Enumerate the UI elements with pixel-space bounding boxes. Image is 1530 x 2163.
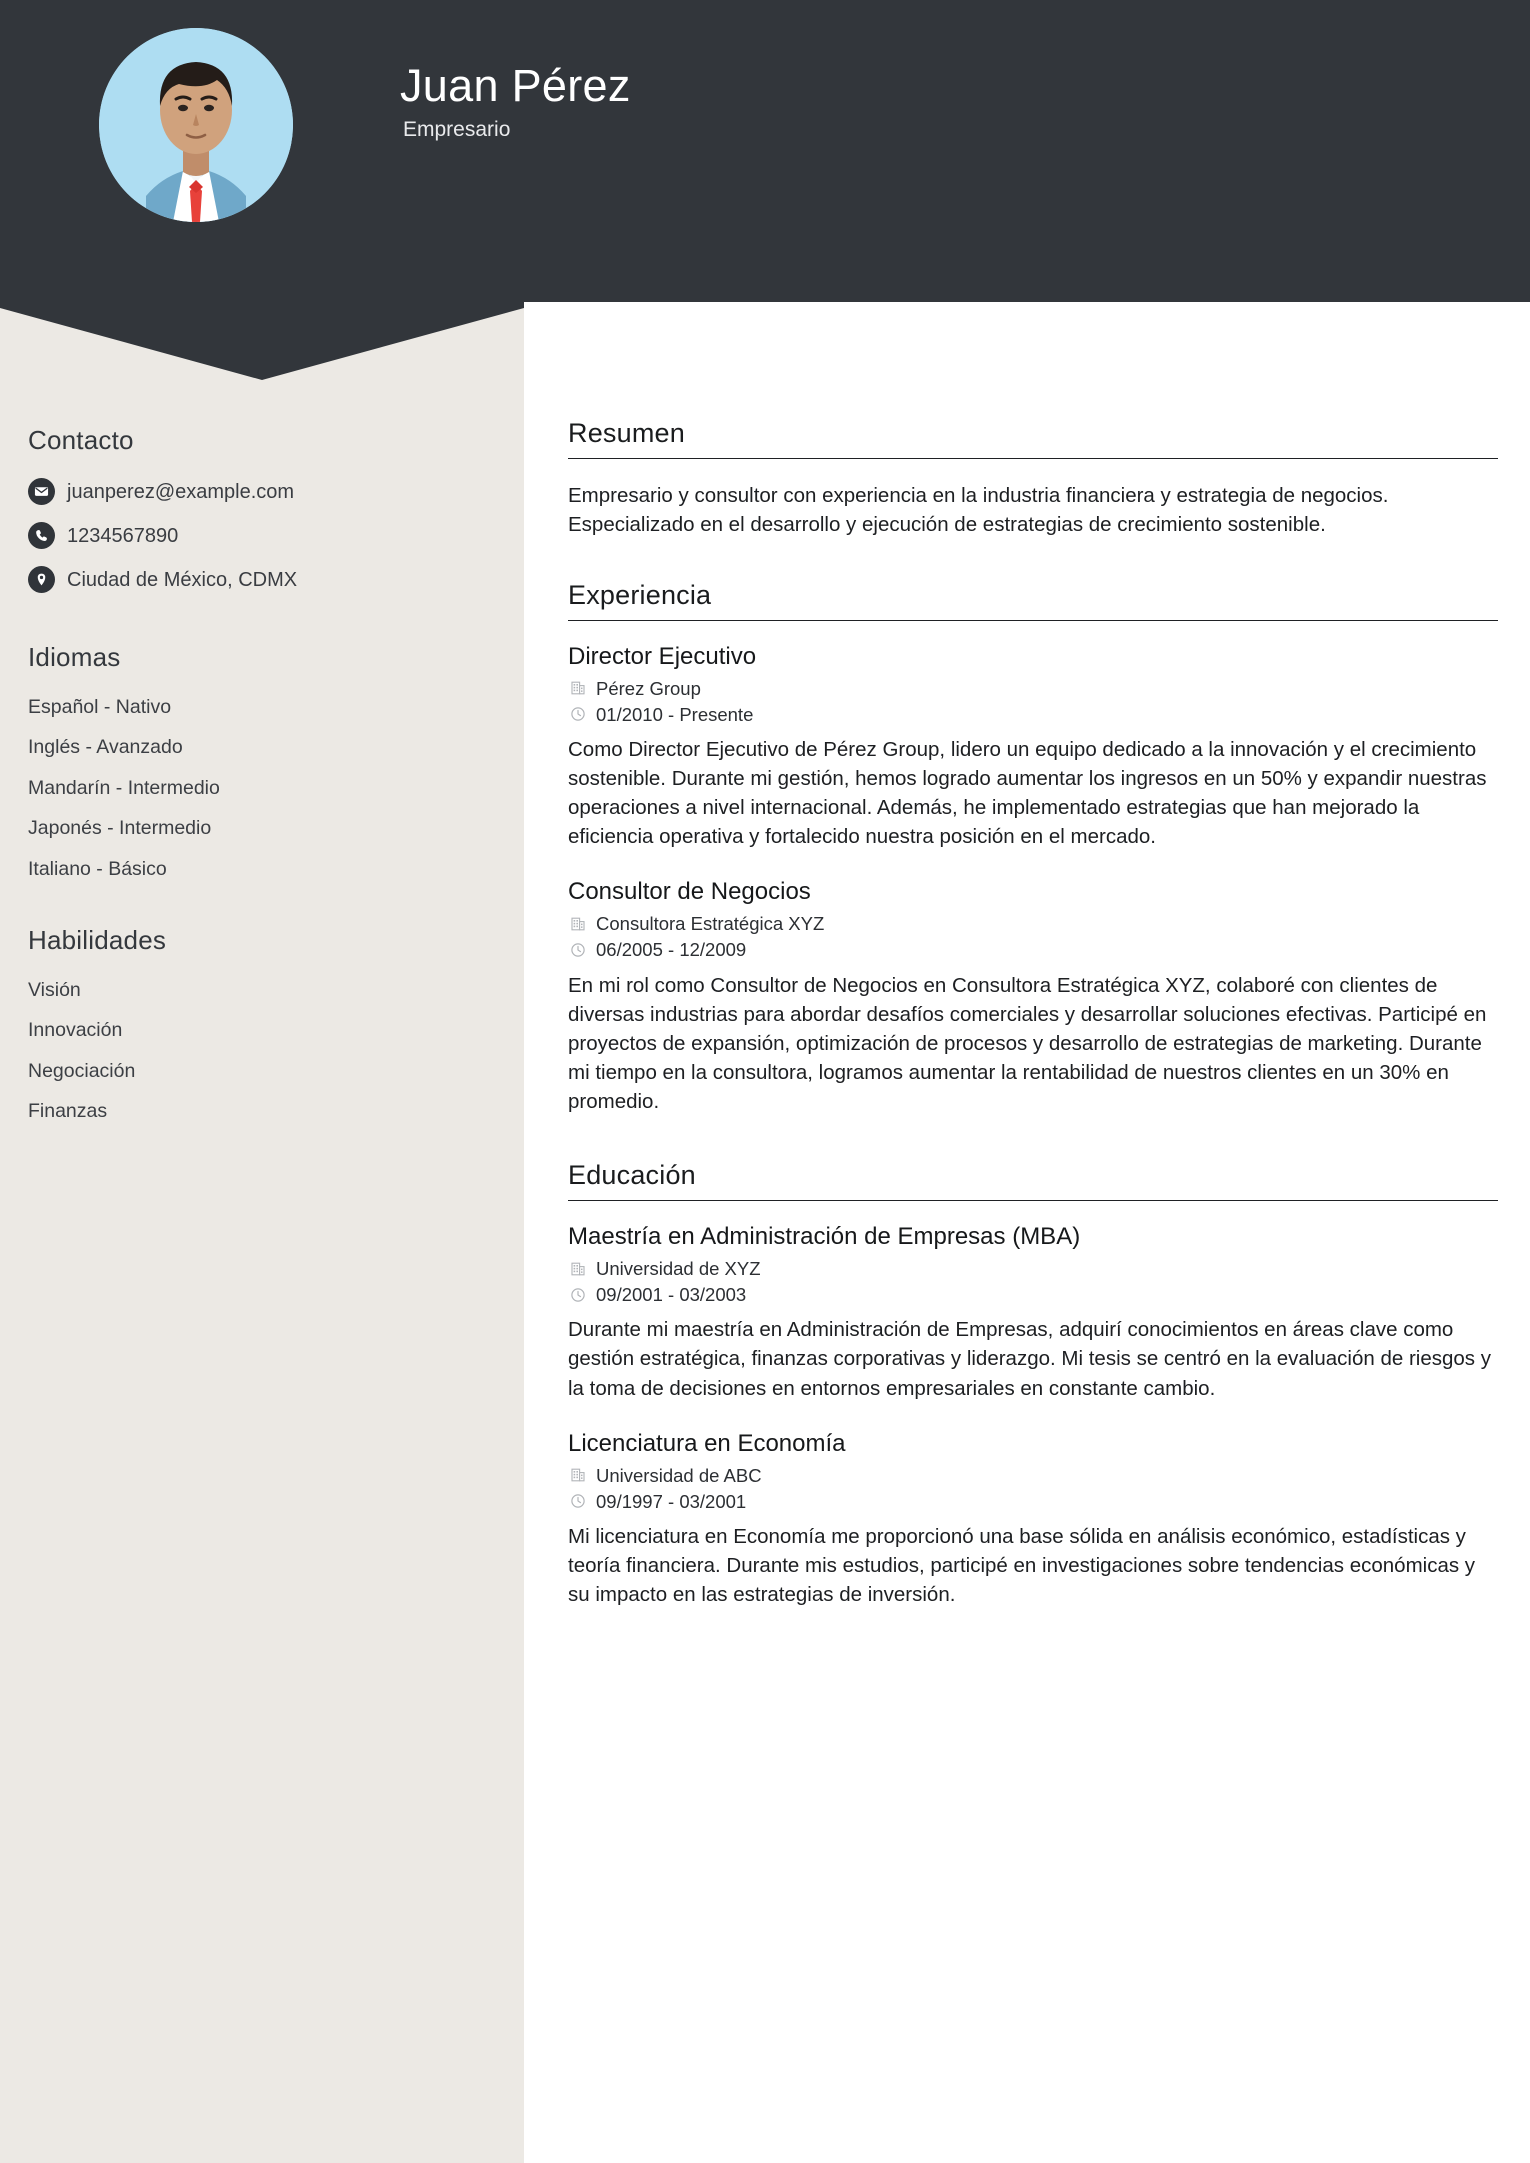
contact-location-value: Ciudad de México, CDMX [67, 568, 298, 591]
skill-item: Innovación [28, 1019, 123, 1042]
entry-organization: Universidad de ABC [596, 1464, 762, 1486]
entry-dates: 06/2005 - 12/2009 [596, 939, 747, 961]
entry-dates: 01/2010 - Presente [596, 703, 754, 725]
entry-title: Director Ejecutivo [568, 642, 757, 670]
building-icon [568, 1466, 587, 1485]
skill-item: Visión [28, 978, 81, 1001]
entry-description: Durante mi maestría en Administración de Empresas, adquirí conocimientos en áreas clave como gestión estratégica, finanzas corporativas y liderazgo. Mi tesis se centró en la evaluación de riesgos y la toma de decisiones en entornos empresariales en constante cambio. [568, 1318, 1491, 1400]
phone-icon [28, 522, 55, 549]
education-entry [568, 1223, 1498, 1403]
languages-section [28, 642, 498, 881]
contact-section [28, 425, 498, 593]
contact-heading: Contacto [28, 425, 134, 455]
entry-description: Como Director Ejecutivo de Pérez Group, lidero un equipo dedicado a la innovación y el crecimiento sostenible. Durante mi gestión, hemos logrado aumentar los ingresos en un 50% y expandir nuestras operaciones a nivel internacional. Además, he implementado estrategias que han mejorado la eficiencia operativa y fortalecido nuestra posición en el mercado. [568, 737, 1487, 849]
experience-entry [568, 878, 1498, 1116]
contact-item-location[interactable] [28, 566, 498, 593]
skill-item: Negociación [28, 1059, 136, 1082]
main-content [524, 302, 1530, 2163]
clock-icon [568, 705, 587, 724]
entry-organization: Consultora Estratégica XYZ [596, 913, 825, 935]
summary-text: Empresario y consultor con experiencia en la industria financiera y estrategia de negocios. Especializado en el desarrollo y ejecución de estrategias de crecimiento sostenible. [568, 484, 1389, 537]
entry-dates-row [568, 703, 1498, 726]
contact-item-phone[interactable] [28, 522, 498, 549]
section-divider [568, 620, 1498, 621]
experience-heading: Experiencia [568, 579, 712, 610]
building-icon [568, 914, 587, 933]
skills-section [28, 925, 498, 1124]
entry-description: Mi licenciatura en Economía me proporcionó una base sólida en análisis económico, estadísticas y teoría financiera. Durante mis estudios, participé en investigaciones sobre tendencias económicas y su impacto en las estrategias de inversión. [568, 1524, 1476, 1607]
header-chevron-shape [0, 302, 524, 382]
entry-organization-row [568, 912, 1498, 935]
language-item: Español - Nativo [28, 696, 172, 718]
person-role: Empresario [403, 117, 511, 141]
entry-organization-row [568, 677, 1498, 700]
avatar [99, 28, 293, 222]
education-entry [568, 1430, 1498, 1610]
language-item: Italiano - Básico [28, 857, 167, 880]
email-icon [28, 478, 55, 505]
skill-item: Finanzas [28, 1100, 108, 1122]
entry-dates-row [568, 1490, 1498, 1513]
summary-section [568, 418, 1498, 540]
education-section [568, 1160, 1498, 1609]
entry-description: En mi rol como Consultor de Negocios en Consultora Estratégica XYZ, colaboré con clientes de diversas industrias para abordar desafíos comerciales y desarrollar soluciones efectivas. Participé en proyectos de expansión, optimización de procesos y desarrollo de estrategias de marketing. Durante mi tiempo en la consultora, logramos aumentar la rentabilidad de nuestros clientes en un 30% en promedio. [568, 973, 1487, 1113]
section-divider [568, 1200, 1498, 1201]
skills-heading: Habilidades [28, 924, 167, 955]
entry-dates: 09/1997 - 03/2001 [596, 1490, 747, 1512]
entry-organization-row [568, 1257, 1498, 1280]
language-item: Mandarín - Intermedio [28, 776, 220, 799]
sidebar [0, 302, 524, 2163]
contact-phone-value: 1234567890 [67, 524, 179, 547]
language-item: Inglés - Avanzado [28, 736, 183, 759]
location-icon [28, 566, 55, 593]
entry-dates-row [568, 1283, 1498, 1306]
building-icon [568, 679, 587, 698]
entry-title: Licenciatura en Economía [568, 1429, 846, 1457]
languages-heading: Idiomas [28, 642, 121, 672]
identity-block [400, 62, 631, 142]
education-heading: Educación [568, 1160, 696, 1191]
entry-dates-row [568, 938, 1498, 961]
entry-title: Maestría en Administración de Empresas (MBA) [568, 1223, 1081, 1251]
clock-icon [568, 1492, 587, 1511]
contact-item-email[interactable] [28, 478, 498, 505]
clock-icon [568, 1285, 587, 1304]
language-item: Japonés - Intermedio [28, 817, 212, 840]
building-icon [568, 1259, 587, 1278]
section-divider [568, 458, 1498, 459]
entry-dates: 09/2001 - 03/2003 [596, 1284, 747, 1306]
entry-organization-row [568, 1464, 1498, 1487]
clock-icon [568, 941, 587, 960]
experience-section [568, 580, 1498, 1116]
summary-heading: Resumen [568, 418, 685, 448]
contact-email-value: juanperez@example.com [67, 480, 295, 503]
entry-organization: Universidad de XYZ [596, 1258, 761, 1280]
entry-organization: Pérez Group [596, 677, 701, 699]
person-name: Juan Pérez [400, 60, 631, 111]
experience-entry [568, 643, 1498, 852]
entry-title: Consultor de Negocios [568, 878, 811, 906]
